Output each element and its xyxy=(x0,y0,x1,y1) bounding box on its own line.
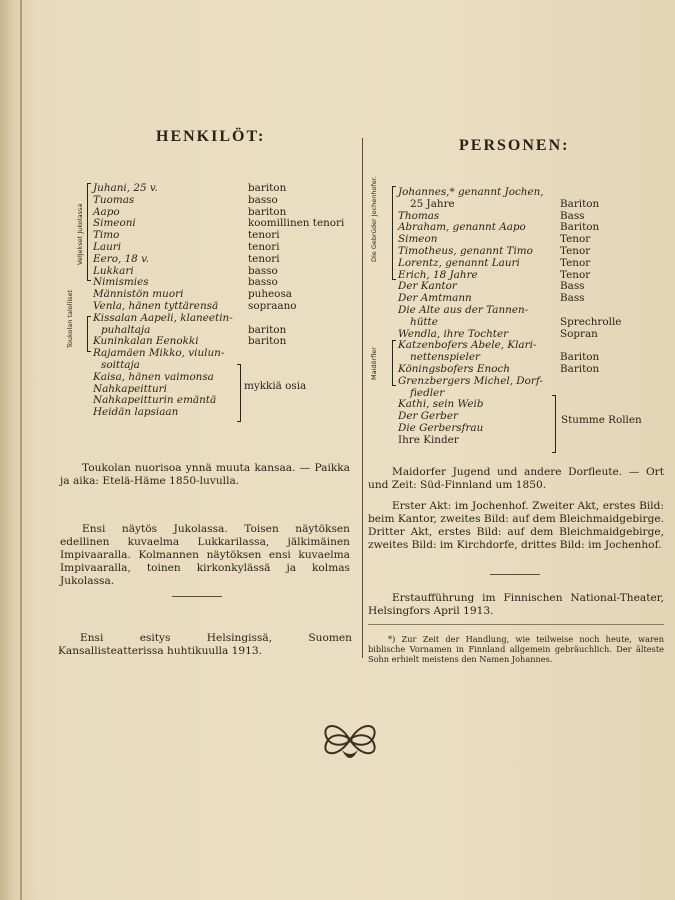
cast-row: 25 Jahre Bariton xyxy=(410,197,600,210)
left-mute-label: mykkiä osia xyxy=(244,380,307,392)
cast-row: Katzenbofers Abele, Klari- xyxy=(398,339,537,352)
cast-row: Männistön muori puheosa xyxy=(93,288,292,301)
right-paragraph-acts: Erster Akt: im Jochenhof. Zweiter Akt, erstes Bild: beim Kantor, zweites Bild: auf dem Bleichmaidgebirge. Dritter Akt, erstes Bild: auf dem Bleichmaidgebirge, zweites Bild: im Kirchdorfe, drittes Bild: im Jochenhof. xyxy=(368,500,664,551)
cast-row: Lorentz, genannt Lauri Tenor xyxy=(398,256,591,269)
left-paragraph-premiere: Ensi esitys Helsingissä, Suomen Kansallisteatterissa huhtikuulla 1913. xyxy=(58,632,352,657)
cast-row: Nahkapeitturin emäntä xyxy=(93,394,217,407)
cast-row: Timotheus, genannt Timo Tenor xyxy=(398,244,591,257)
cast-row: nettenspieler Bariton xyxy=(410,351,600,364)
cast-row: Abraham, genannt Aapo Bariton xyxy=(398,221,600,234)
cast-row: Kuninkalan Eenokki bariton xyxy=(93,335,287,348)
german-heading: PERSONEN: xyxy=(459,137,570,154)
cast-row: Tuomas basso xyxy=(93,193,278,206)
left-group-label-brothers: Veljekset Jukolassa xyxy=(76,203,84,265)
cast-row: Eero, 18 v. tenori xyxy=(93,252,280,265)
right-mute-label: Stumme Rollen xyxy=(561,414,642,426)
left-brace-brothers xyxy=(87,183,91,281)
cast-row: Lauri tenori xyxy=(93,240,280,253)
cast-row: Die Gerbersfrau xyxy=(398,421,484,434)
cast-row: puhaltaja bariton xyxy=(101,323,287,336)
cast-row: Grenzbergers Michel, Dorf- xyxy=(398,374,543,387)
cast-row: Aapo bariton xyxy=(93,205,287,218)
cast-row: Nahkapeitturi xyxy=(93,382,167,395)
cast-row: Wendla, ihre Tochter Sopran xyxy=(398,327,598,340)
cast-row: Erich, 18 Jahre Tenor xyxy=(398,268,591,281)
cast-row: Köningsbofers Enoch Bariton xyxy=(398,362,600,375)
finnish-heading: HENKILÖT: xyxy=(156,128,266,145)
cast-row: Kissalan Aapeli, klaneetin- xyxy=(93,311,233,324)
cast-row: Der Amtmann Bass xyxy=(398,292,585,305)
footnote-rule xyxy=(368,624,664,625)
cast-row: Ihre Kinder xyxy=(398,433,459,446)
knot-ornament-icon xyxy=(318,712,382,768)
binding-edge xyxy=(20,0,22,900)
cast-row: Der Gerber xyxy=(398,410,458,423)
left-separator xyxy=(172,596,222,597)
right-group-label-brothers: Die Gebrüder Jochenhofer. xyxy=(370,176,378,262)
column-divider xyxy=(362,138,363,658)
cast-row: Venla, hänen tyttärensä sopraano xyxy=(93,299,297,312)
cast-row: Rajamäen Mikko, viulun- xyxy=(93,347,225,360)
cast-row: Kathi, sein Weib xyxy=(398,398,484,411)
cast-row: Kaisa, hänen vaimonsa xyxy=(93,370,214,383)
cast-row: Juhani, 25 v. bariton xyxy=(93,182,287,194)
left-paragraph-acts: Ensi näytös Jukolassa. Toisen näytöksen edellinen kuvaelma Lukkarilassa, jälkimäinen Impivaaralla. Kolmannen näytöksen ensi kuvaelma Impivaaralla, toinen kirkonkylässä ja kolmas Jukolassa. xyxy=(60,523,350,587)
right-brace-brothers xyxy=(392,186,396,280)
right-paragraph-setting: Maidorfer Jugend und andere Dorfleute. — Ort und Zeit: Süd-Finnland um 1850. xyxy=(368,466,664,491)
cast-row: Heidän lapsiaan xyxy=(93,406,179,419)
right-group-label-villagers: Maidörfler xyxy=(370,347,378,380)
footnote: *) Zur Zeit der Handlung, wie teilweise noch heute, waren biblische Vornamen in Finnland allgemein gebräuchlich. Der älteste Sohn erhielt meistens den Namen Johannes. xyxy=(368,634,664,664)
left-group-label-farmers: Toukolan talolliset xyxy=(66,289,74,348)
cast-row: Simeoni koomillinen tenori xyxy=(93,217,345,230)
cast-row: soittaja xyxy=(101,358,140,371)
cast-row: hütte Sprechrolle xyxy=(410,315,622,328)
cast-row: Der Kantor Bass xyxy=(398,280,585,293)
right-brace-villagers xyxy=(392,340,396,386)
cast-row: Nimismies basso xyxy=(93,276,278,289)
left-paragraph-setting: Toukolan nuorisoa ynnä muuta kansaa. — Paikka ja aika: Etelä-Häme 1850-luvulla. xyxy=(60,462,350,487)
right-paragraph-premiere: Erstaufführung im Finnischen National-Theater, Helsingfors April 1913. xyxy=(368,592,664,617)
right-separator xyxy=(490,574,540,575)
cast-row: Die Alte aus der Tannen- xyxy=(398,303,529,316)
cast-row: Simeon Tenor xyxy=(398,233,591,246)
left-brace-farmers xyxy=(87,316,91,352)
cast-row: Johannes,* genannt Jochen, xyxy=(398,186,544,198)
cast-row: fiedler xyxy=(410,386,445,399)
cast-row: Timo tenori xyxy=(93,229,280,242)
right-cast-list xyxy=(398,187,658,447)
left-cast-list xyxy=(93,183,358,419)
cast-row: Lukkari basso xyxy=(93,264,278,277)
cast-row: Thomas Bass xyxy=(398,209,585,222)
